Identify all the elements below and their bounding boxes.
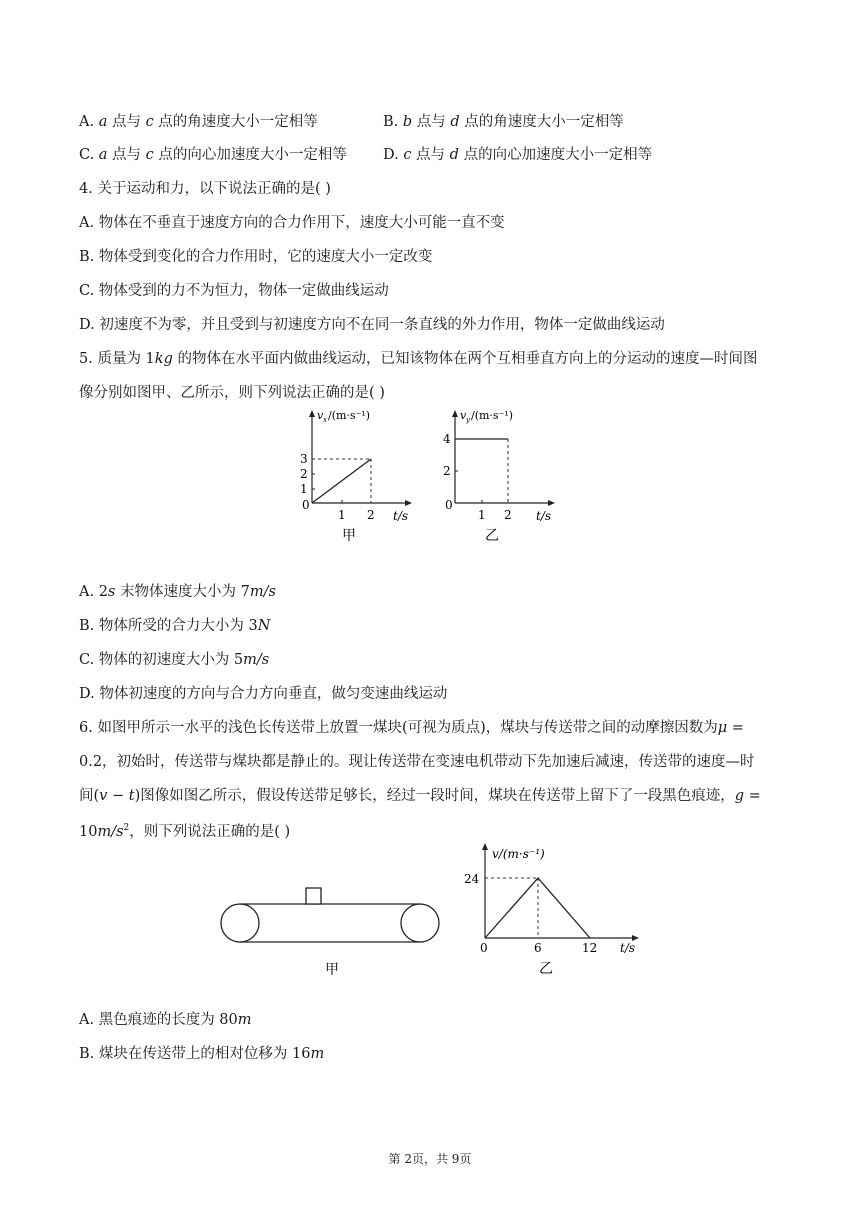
q4-option-d: D. 初速度不为零，并且受到与初速度方向不在同一条直线的外力作用，物体一定做曲线运动 [79,317,665,333]
yi-xtick-2: 2 [504,508,512,522]
q5-option-b: B. 物体所受的合力大小为 3N [79,618,271,634]
q5-stem-line2: 像分别如图甲、乙所示，则下列说法正确的是( ) [79,385,385,401]
q6-option-b: B. 煤块在传送带上的相对位移为 16m [79,1046,325,1062]
q6-caption-jia: 甲 [325,962,339,978]
yi-ytick-2: 2 [443,464,451,478]
q3-option-a: A. a 点与 c 点的角速度大小一定相等 [79,114,318,130]
q5-option-c: C. 物体的初速度大小为 5m/s [79,652,270,668]
q4-stem: 4. 关于运动和力，以下说法正确的是( ) [79,181,331,197]
q3-option-d: D. c 点与 d 点的向心加速度大小一定相等 [383,147,653,163]
q3-option-b: B. b 点与 d 点的角速度大小一定相等 [383,114,624,130]
q6-xlabel: t/s [620,941,636,955]
q6-stem-line4: $10m/s^2$，则下列说法正确的是( ) [79,823,291,840]
jia-yunit: /(m·s⁻¹) [328,409,371,422]
q6-xtick-0: 0 [480,941,488,955]
q5-stem-line1: 5. 质量为 1kg 的物体在水平面内做曲线运动，已知该物体在两个互相垂直方向上的分运动的速度—时间图 [79,351,758,367]
q3-option-c: C. a 点与 c 点的向心加速度大小一定相等 [79,147,347,163]
jia-caption: 甲 [342,528,356,544]
q6-stem-line1: 6. 如图甲所示一水平的浅色长传送带上放置一煤块(可视为质点)，煤块与传送带之间的动摩擦因数为μ = [79,720,744,736]
yi-ylabel: v [460,409,467,422]
q6-ytick-24: 24 [464,872,480,886]
page-footer: 第 2页，共 9页 [388,1152,472,1166]
coal-block [306,888,321,904]
jia-xtick-0: 0 [302,498,310,512]
yi-caption: 乙 [485,528,499,544]
q4-option-b: B. 物体受到变化的合力作用时，它的速度大小一定改变 [79,249,433,265]
q6-option-a: A. 黑色痕迹的长度为 80m [79,1012,252,1028]
yi-xlabel: t/s [536,509,552,523]
yi-ytick-4: 4 [443,432,451,446]
jia-ytick-3: 3 [300,452,308,466]
q4-option-a: A. 物体在不垂直于速度方向的合力作用下，速度大小可能一直不变 [79,215,505,231]
jia-ytick-2: 2 [300,467,308,481]
jia-xlabel: t/s [393,509,409,523]
q6-xtick-6: 6 [534,941,542,955]
jia-ylabel-sub: x [323,416,327,424]
yi-ylabel-sub: y [466,416,470,424]
jia-ytick-1: 1 [300,482,308,496]
q6-conveyor-diagram [215,880,450,980]
yi-yunit: /(m·s⁻¹) [471,409,514,422]
yi-xtick-1: 1 [478,508,486,522]
q6-ylabel: v/(m·s⁻¹) [492,847,545,861]
q5-graph-yi [433,405,573,550]
q5-option-d: D. 物体初速度的方向与合力方向垂直，做匀变速曲线运动 [79,686,448,702]
q6-stem-line3: 间(v − t)图像如图乙所示，假设传送带足够长，经过一段时间，煤块在传送带上留下了一段黑色痕迹，g = [79,788,761,804]
q4-option-c: C. 物体受到的力不为恒力，物体一定做曲线运动 [79,283,389,299]
q6-stem-line2: 0.2，初始时，传送带与煤块都是静止的。现让传送带在变速电机带动下先加速后减速，传送带的速度—时 [79,754,755,770]
q6-vt-graph [462,840,652,980]
jia-xtick-2: 2 [367,508,375,522]
q6-caption-yi: 乙 [539,961,553,977]
yi-xtick-0: 0 [445,498,453,512]
jia-ylabel: v [317,409,324,422]
q5-graph-jia [290,405,430,550]
jia-xtick-1: 1 [338,508,346,522]
q6-xtick-12: 12 [582,941,598,955]
q5-option-a: A. 2s 末物体速度大小为 7m/s [79,584,276,600]
